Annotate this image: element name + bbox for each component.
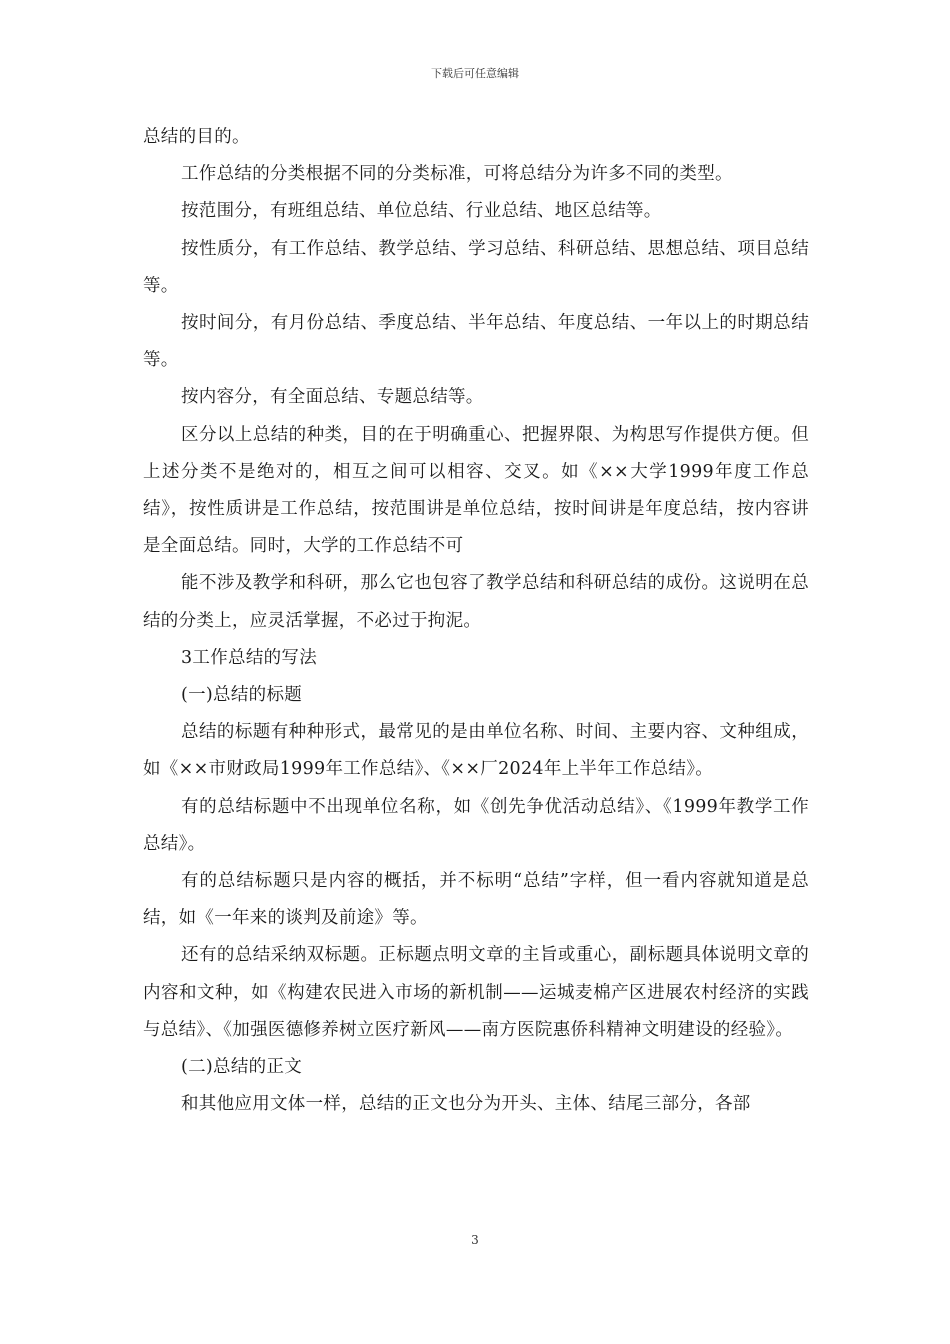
paragraph: 有的总结标题中不出现单位名称，如《创先争优活动总结》、《1999年教学工作总结》。	[143, 796, 809, 854]
subsection-heading: (一)总结的标题	[181, 685, 303, 706]
paragraph: 按内容分，有全面总结、专题总结等。	[181, 387, 484, 408]
paragraph: 能不涉及教学和科研，那么它也包容了教学总结和科研总结的成份。这说明在总结的分类上，应灵活掌握，不必过于拘泥。	[143, 573, 809, 631]
paragraph: 按范围分，有班组总结、单位总结、行业总结、地区总结等。	[181, 201, 662, 222]
paragraph: 工作总结的分类根据不同的分类标准，可将总结分为许多不同的类型。	[181, 164, 733, 185]
paragraph: 还有的总结采纳双标题。正标题点明文章的主旨或重心，副标题具体说明文章的内容和文种，如《构建农民进入市场的新机制——运城麦棉产区进展农村经济的实践与总结》、《加强医德修养树立医疗新风——南方医院惠侨科精神文明建设的经验》。	[143, 945, 809, 1040]
page-number: 3	[471, 1233, 479, 1247]
paragraph: 总结的目的。	[143, 127, 250, 147]
section-heading: 3工作总结的写法	[181, 647, 318, 668]
subsection-heading: (二)总结的正文	[181, 1057, 303, 1078]
page-header: 下载后可任意编辑	[431, 67, 519, 80]
paragraph: 总结的标题有种种形式，最常见的是由单位名称、时间、主要内容、文种组成，如《××市财政局1999年工作总结》、《××厂2024年上半年工作总结》。	[143, 722, 809, 780]
paragraph: 区分以上总结的种类，目的在于明确重心、把握界限、为构思写作提供方便。但上述分类不是绝对的，相互之间可以相容、交叉。如《××大学1999年度工作总结》，按性质讲是工作总结，按范围讲是单位总结，按时间讲是年度总结，按内容讲是全面总结。同时，大学的工作总结不可	[143, 424, 809, 557]
paragraph: 按性质分，有工作总结、教学总结、学习总结、科研总结、思想总结、项目总结等。	[143, 238, 809, 296]
paragraph: 和其他应用文体一样，总结的正文也分为开头、主体、结尾三部分，各部	[181, 1094, 751, 1115]
paragraph: 有的总结标题只是内容的概括，并不标明“总结”字样，但一看内容就知道是总结，如《一年来的谈判及前途》等。	[143, 871, 809, 929]
paragraph: 按时间分，有月份总结、季度总结、半年总结、年度总结、一年以上的时期总结等。	[143, 313, 809, 371]
document-body	[143, 119, 809, 1123]
